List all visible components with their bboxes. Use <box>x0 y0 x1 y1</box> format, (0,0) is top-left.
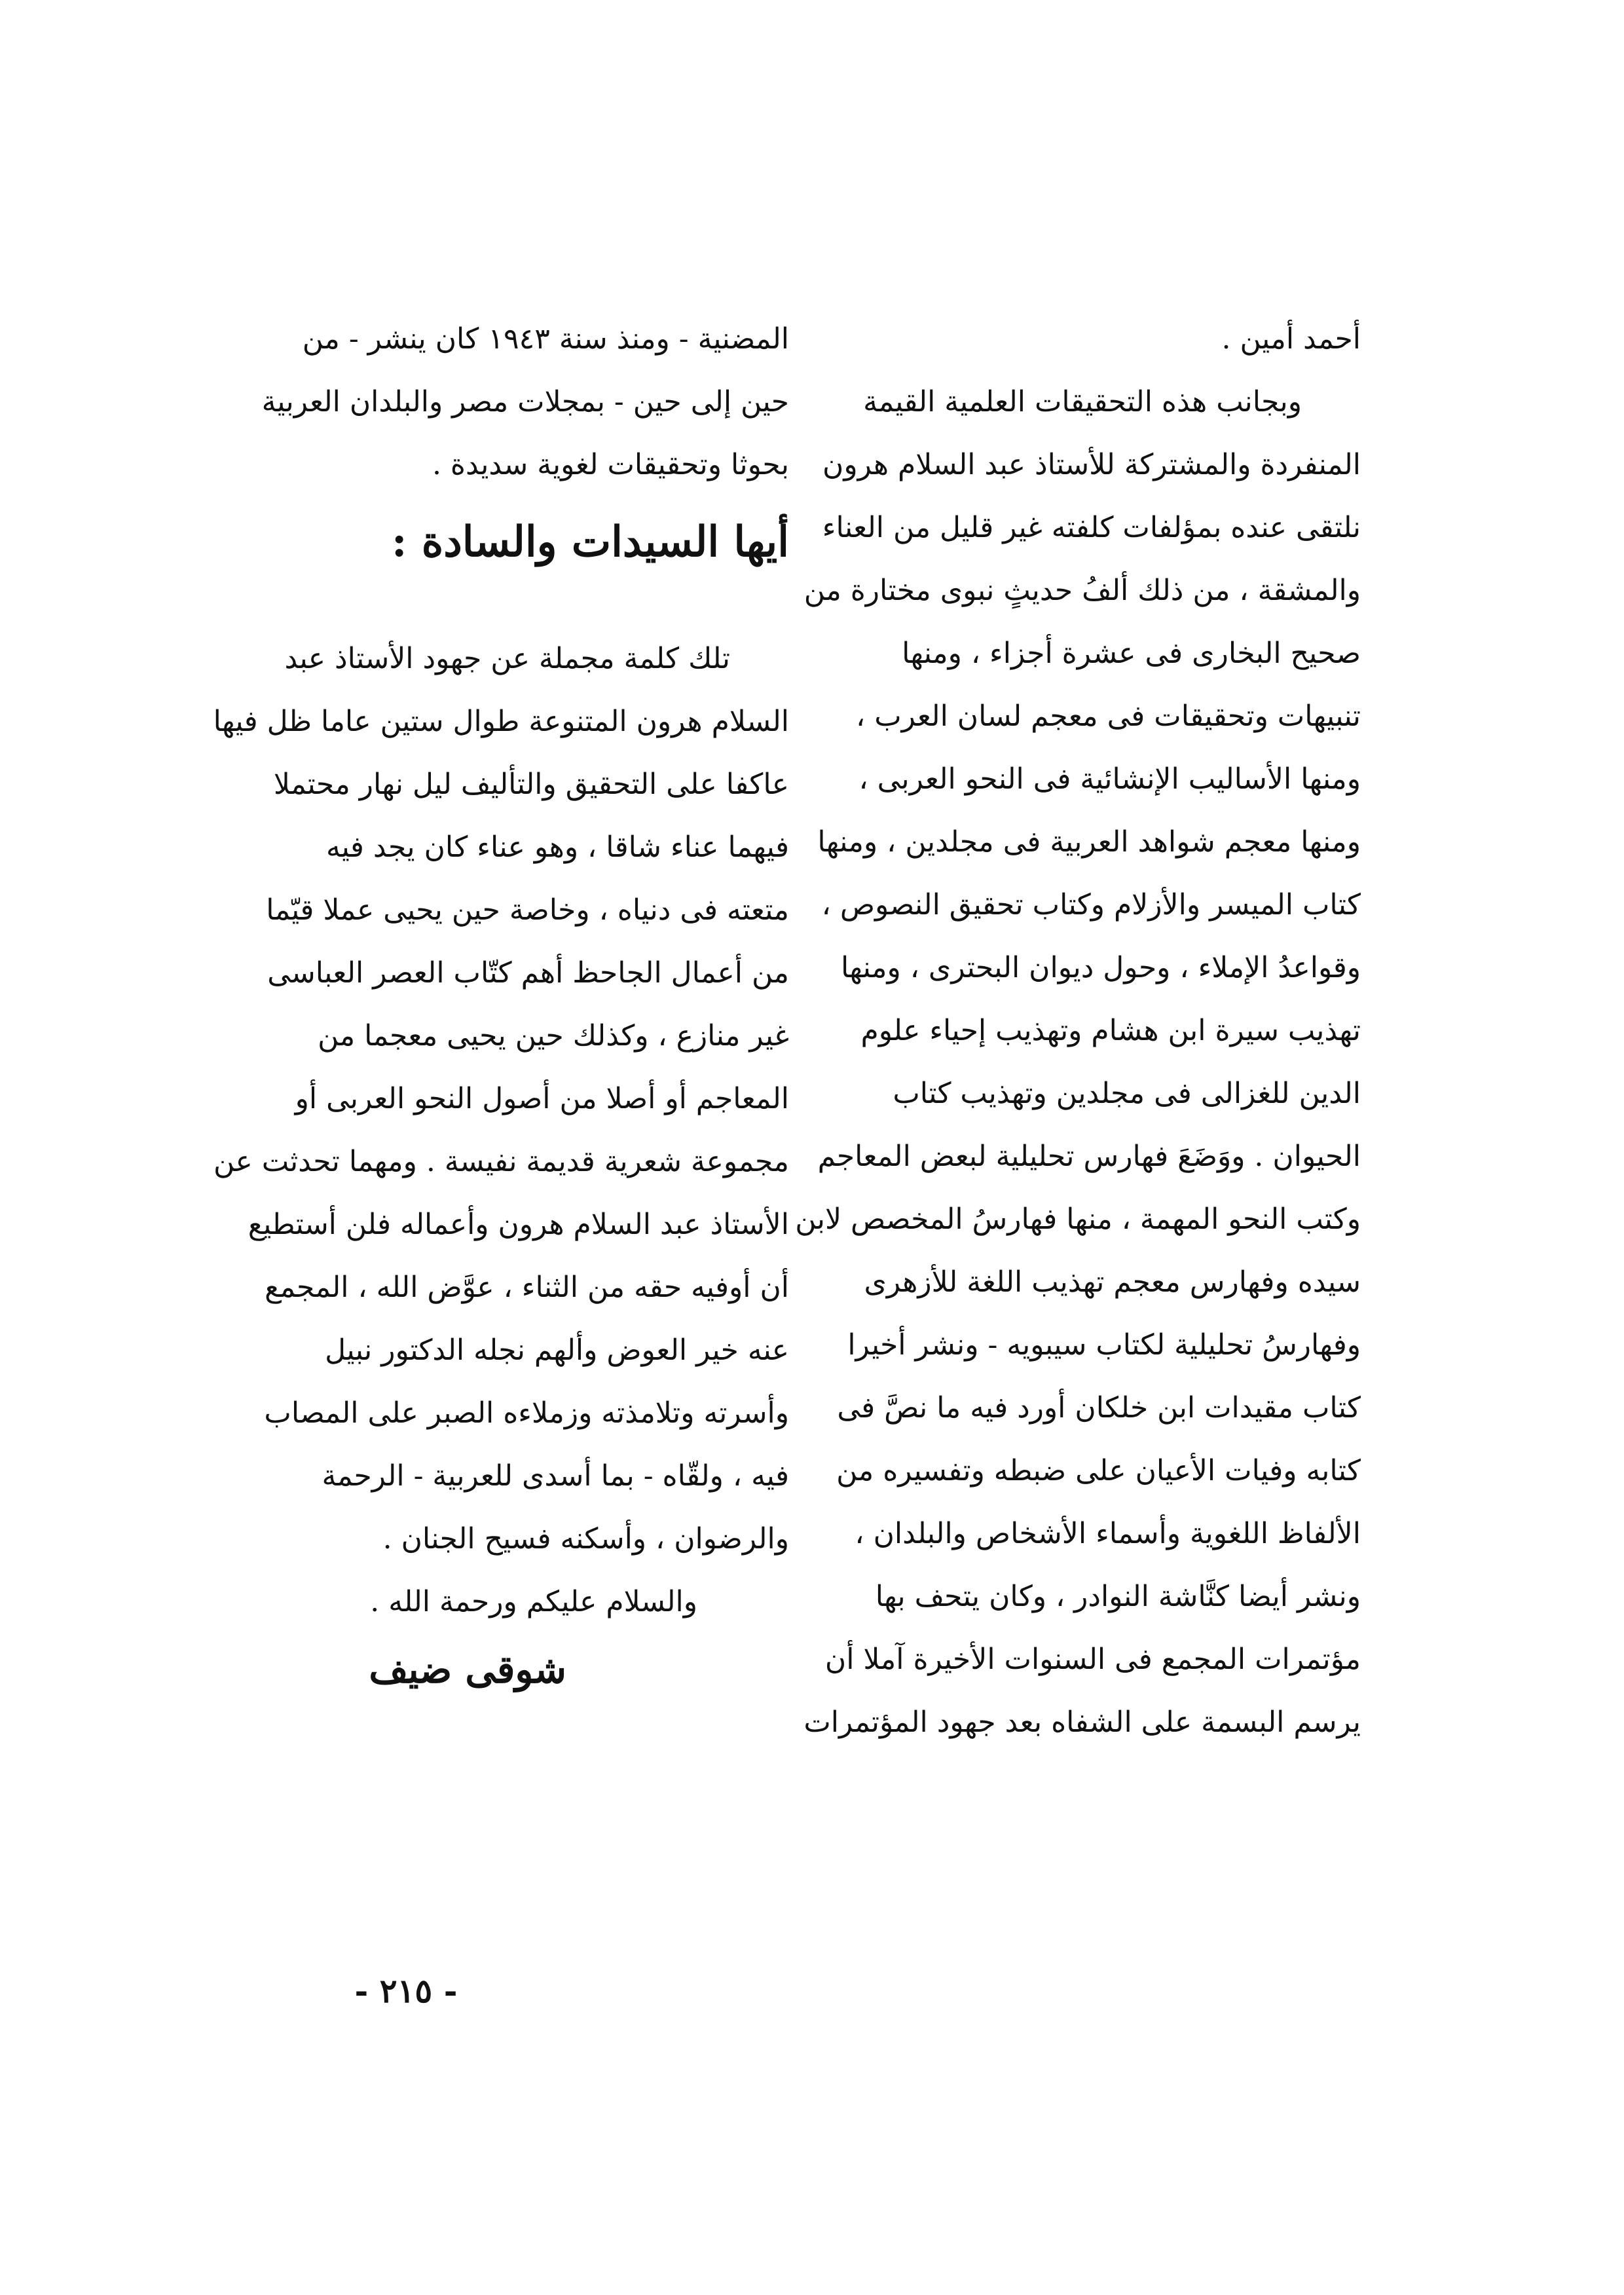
text-line: تهذيب سيرة ابن هشام وتهذيب إحياء علوم <box>860 1014 1361 1047</box>
text-line: المضنية - ومنذ سنة ١٩٤٣ كان ينشر - من <box>302 322 789 356</box>
section-heading: أيها السيدات والسادة : <box>391 517 789 567</box>
text-line: الحيوان . ووَضَعَ فهارس تحليلية لبعض المعاجم <box>817 1140 1361 1173</box>
closing-line: والسلام عليكم ورحمة الله . <box>370 1585 697 1618</box>
text-line: المنفردة والمشتركة للأستاذ عبد السلام هرون <box>822 448 1361 481</box>
text-line: فيهما عناء شاقا ، وهو عناء كان يجد فيه <box>326 830 789 864</box>
text-line: وأسرته وتلامذته وزملاءه الصبر على المصاب <box>264 1396 789 1430</box>
text-line: نلتقى عنده بمؤلفات كلفته غير قليل من العناء <box>822 511 1361 544</box>
text-line: كتابه وفيات الأعيان على ضبطه وتفسيره من <box>836 1454 1361 1487</box>
spacer <box>282 588 789 627</box>
text-line: وقواعدُ الإملاء ، وحول ديوان البحترى ، ومنها <box>840 951 1361 984</box>
text-line: يرسم البسمة على الشفاه بعد جهود المؤتمرات <box>803 1706 1361 1739</box>
text-line: الأستاذ عبد السلام هرون وأعماله فلن أستطيع <box>248 1208 789 1241</box>
text-line: السلام هرون المتنوعة طوال ستين عاما ظل فيها <box>213 705 789 738</box>
text-line: حين إلى حين - بمجلات مصر والبلدان العربية <box>261 385 789 419</box>
text-line: كتاب الميسر والأزلام وكتاب تحقيق النصوص ، <box>821 888 1361 922</box>
text-line: سيده وفهارس معجم تهذيب اللغة للأزهرى <box>864 1265 1361 1299</box>
text-line: الألفاظ اللغوية وأسماء الأشخاص والبلدان ، <box>855 1517 1361 1550</box>
text-line: ومنها الأساليب الإنشائية فى النحو العربى ، <box>858 762 1361 796</box>
text-line: ونشر أيضا كنَّاشة النوادر ، وكان يتحف بها <box>875 1580 1361 1613</box>
text-line: تلك كلمة مجملة عن جهود الأستاذ عبد <box>284 642 730 675</box>
text-line: كتاب مقيدات ابن خلكان أورد فيه ما نصَّ فى <box>837 1391 1361 1425</box>
signature: شوقى ضيف <box>369 1647 566 1692</box>
text-line: من أعمال الجاحظ أهم كتّاب العصر العباسى <box>267 956 789 990</box>
text-line: غير منازع ، وكذلك حين يحيى معجما من <box>318 1019 789 1053</box>
text-line: ومنها معجم شواهد العربية فى مجلدين ، ومنها <box>817 825 1361 859</box>
text-line: عنه خير العوض وألهم نجله الدكتور نبيل <box>325 1334 789 1367</box>
text-line: فيه ، ولقّاه - بما أسدى للعربية - الرحمة <box>322 1459 789 1493</box>
text-line: مجموعة شعرية قديمة نفيسة . ومهما تحدثت عن <box>213 1145 789 1178</box>
text-line: والرضوان ، وأسكنه فسيح الجنان . <box>382 1522 789 1556</box>
text-line: والمشقة ، من ذلك ألفُ حديثٍ نبوى مختارة من <box>803 574 1361 607</box>
text-line: بحوثا وتحقيقات لغوية سديدة . <box>432 448 789 481</box>
text-line: الدين للغزالى فى مجلدين وتهذيب كتاب <box>893 1077 1361 1110</box>
text-line: تنبيهات وتحقيقات فى معجم لسان العرب ، <box>856 700 1361 733</box>
text-line: متعته فى دنياه ، وخاصة حين يحيى عملا قيّما <box>266 893 789 927</box>
text-line: أن أوفيه حقه من الثناء ، عوَّض الله ، المجمع <box>265 1271 789 1304</box>
left-column <box>213 308 789 1706</box>
text-line: وبجانب هذه التحقيقات العلمية القيمة <box>863 385 1302 419</box>
text-line: وفهارسُ تحليلية لكتاب سيبويه - ونشر أخيرا <box>847 1328 1361 1362</box>
text-line: أحمد أمين . <box>1221 322 1361 356</box>
text-line: وكتب النحو المهمة ، منها فهارسُ المخصص لابن <box>795 1203 1361 1236</box>
text-line: صحيح البخارى فى عشرة أجزاء ، ومنها <box>902 637 1361 670</box>
text-line: مؤتمرات المجمع فى السنوات الأخيرة آملا أن <box>824 1643 1361 1676</box>
right-column <box>795 308 1361 1754</box>
text-line: المعاجم أو أصلا من أصول النحو العربى أو <box>295 1082 789 1115</box>
text-line: عاكفا على التحقيق والتأليف ليل نهار محتملا <box>273 768 789 801</box>
page-number: - ٢١٥ - <box>354 1971 458 2010</box>
